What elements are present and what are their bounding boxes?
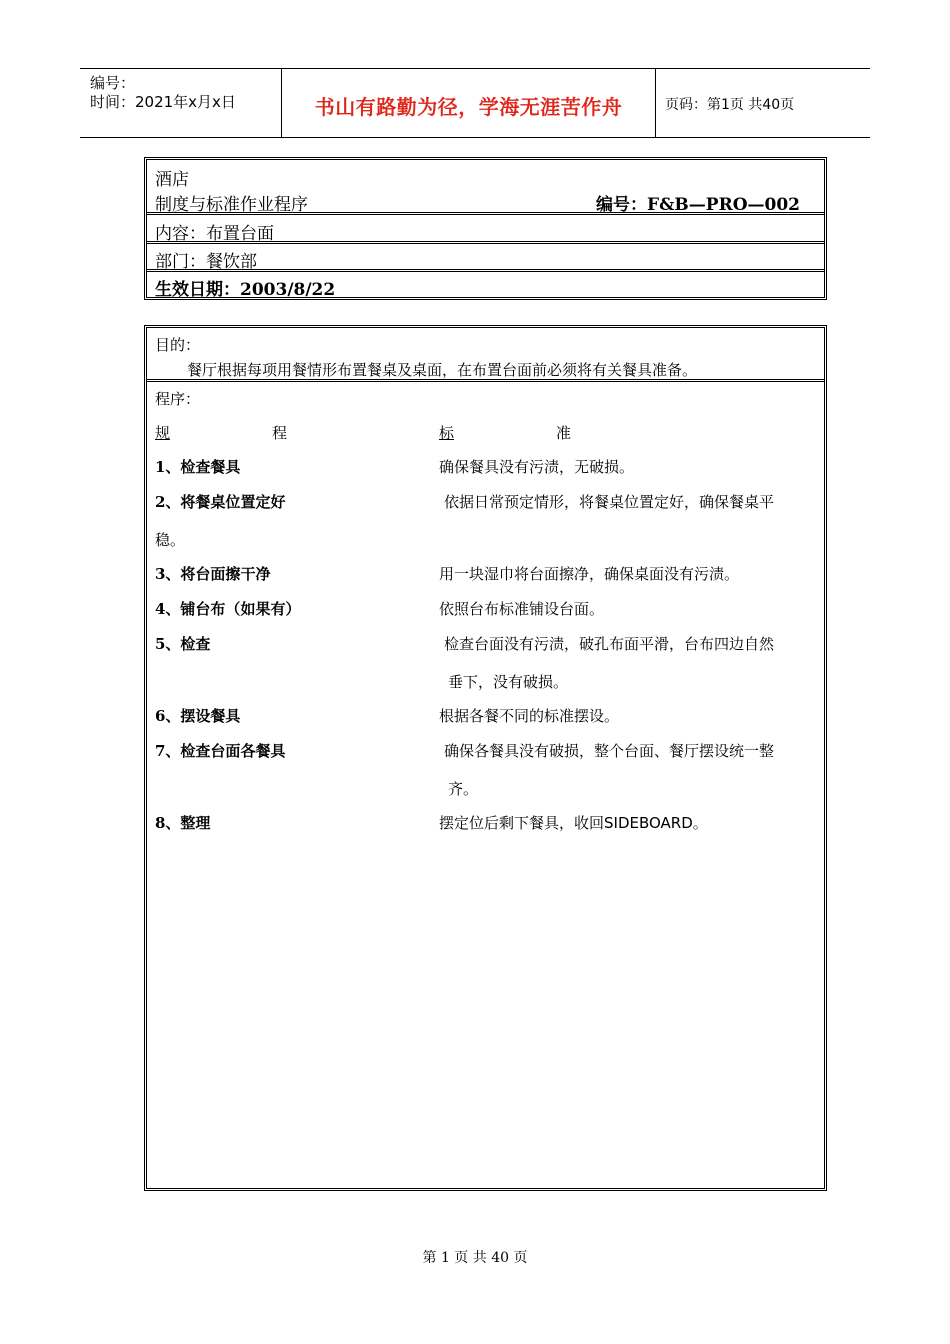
doc-code: 编号：F&B—PRO—002 [596,195,800,215]
step-standard: 确保各餐具没有破损，整个台面、餐厅摆设统一整 [444,742,775,760]
col-head-standard-a: 标 [439,424,455,442]
step-label: 4、铺台布（如果有） [155,600,301,618]
col-head-process [155,422,291,443]
step-standard: 摆定位后剩下餐具，收回SIDEBOARD。 [439,814,708,832]
time-label: 时间：2021年x月x日 [90,93,236,111]
step-label: 3、将台面擦干净 [155,565,271,583]
procedure-label: 程序： [155,390,201,408]
step-standard: 依据日常预定情形，将餐桌位置定好，确保餐桌平 [444,493,775,511]
step-label: 1、检查餐具 [155,458,241,476]
step-label: 5、检查 [155,635,211,653]
col-head-standard-b: 准 [556,424,572,442]
procedure-box [144,325,827,1191]
divider [147,212,824,215]
step-standard-cont: 齐。 [448,780,479,798]
step-label: 2、将餐桌位置定好 [155,493,286,511]
col-head-process-a: 规 [155,424,171,442]
step-label: 6、摆设餐具 [155,707,241,725]
header-meta [80,69,281,137]
divider [147,241,824,244]
divider [147,379,824,382]
effective-date: 生效日期：2003/8/22 [155,280,336,300]
step-standard-cont: 稳。 [155,531,186,549]
dept-line: 部门：餐饮部 [155,252,257,272]
step-standard: 用一块湿巾将台面擦净，确保桌面没有污渍。 [439,565,740,583]
header-motto-cell [281,69,656,137]
col-head-standard [439,422,575,443]
content-line: 内容：布置台面 [155,224,274,244]
doc-info-box [144,157,827,300]
step-standard: 依照台布标准铺设台面。 [439,600,605,618]
page-header [80,68,870,138]
step-label: 7、检查台面各餐具 [155,742,286,760]
hotel-name: 酒店 [155,170,189,190]
step-standard: 检查台面没有污渍，破孔布面平滑，台布四边自然 [444,635,775,653]
page-footer: 第 1 页 共 40 页 [422,1250,528,1266]
divider [147,269,824,272]
step-label: 8、整理 [155,814,211,832]
step-standard: 确保餐具没有污渍，无破损。 [439,458,635,476]
col-head-process-b: 程 [272,424,288,442]
step-standard-cont: 垂下，没有破损。 [448,673,569,691]
page-info: 页码：第1页 共40页 [665,97,795,113]
system-title: 制度与标准作业程序 [155,195,308,215]
purpose-text: 餐厅根据每项用餐情形布置餐桌及桌面，在布置台面前必须将有关餐具准备。 [187,361,698,379]
number-label: 编号： [90,74,136,92]
step-standard: 根据各餐不同的标准摆设。 [439,707,620,725]
motto: 书山有路勤为径，学海无涯苦作舟 [314,95,623,119]
purpose-label: 目的： [155,336,201,354]
header-page-cell [655,69,870,137]
